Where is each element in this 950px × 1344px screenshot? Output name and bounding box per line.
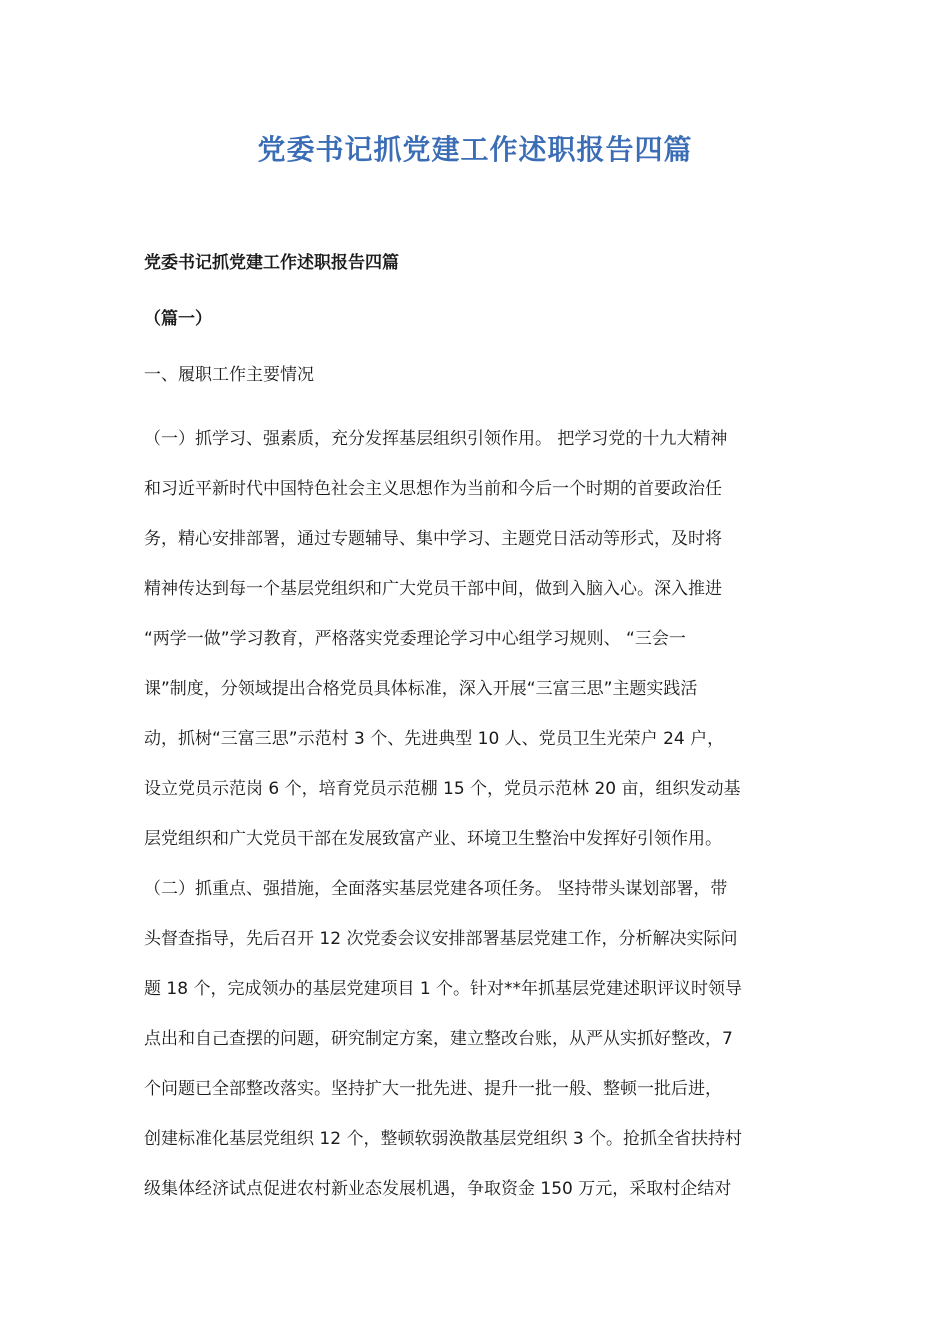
- paragraph-line: 创建标准化基层党组织 12 个，整顿软弱涣散基层党组织 3 个。抢抓全省扶持村: [144, 1129, 743, 1149]
- paragraph-line: 题 18 个，完成领办的基层党建项目 1 个。针对**年抓基层党建述职评议时领导: [144, 979, 743, 999]
- paragraph-line: 设立党员示范岗 6 个，培育党员示范棚 15 个，党员示范林 20 亩，组织发动基: [144, 779, 741, 799]
- document-body: [144, 246, 810, 1214]
- paragraph-line: 务，精心安排部署，通过专题辅导、集中学习、主题党日活动等形式，及时将: [144, 529, 722, 549]
- paragraph-line: （二）抓重点、强措施，全面落实基层党建各项任务。 坚持带头谋划部署，带: [144, 879, 728, 899]
- part-label: （篇一）: [144, 309, 212, 329]
- paragraph-2: [144, 864, 810, 1214]
- paragraph-line: 级集体经济试点促进农村新业态发展机遇，争取资金 150 万元，采取村企结对: [144, 1179, 732, 1199]
- paragraph-line: 动，抓树“三富三思”示范村 3 个、先进典型 10 人、党员卫生光荣户 24 户，: [144, 729, 725, 749]
- paragraph-line: 层党组织和广大党员干部在发展致富产业、环境卫生整治中发挥好引领作用。: [144, 829, 722, 849]
- paragraph-line: “两学一做”学习教育，严格落实党委理论学习中心组学习规则、 “三会一: [144, 629, 686, 649]
- paragraph-line: 头督查指导，先后召开 12 次党委会议安排部署基层党建工作，分析解决实际问: [144, 929, 738, 949]
- section-heading: 一、履职工作主要情况: [144, 365, 314, 385]
- document-title: 党委书记抓党建工作述职报告四篇: [257, 133, 693, 166]
- document-subtitle: 党委书记抓党建工作述职报告四篇: [144, 253, 399, 273]
- paragraph-line: 点出和自己查摆的问题，研究制定方案，建立整改台账，从严从实抓好整改，7: [144, 1029, 733, 1049]
- paragraph-line: 个问题已全部整改落实。坚持扩大一批先进、提升一批一般、整顿一批后进，: [144, 1079, 722, 1099]
- paragraph-line: 精神传达到每一个基层党组织和广大党员干部中间，做到入脑入心。深入推进: [144, 579, 722, 599]
- paragraph-1: [144, 414, 810, 864]
- paragraph-line: 课”制度，分领域提出合格党员具体标准，深入开展“三富三思”主题实践活: [144, 679, 698, 699]
- paragraph-line: （一）抓学习、强素质，充分发挥基层组织引领作用。 把学习党的十九大精神: [144, 429, 728, 449]
- paragraph-line: 和习近平新时代中国特色社会主义思想作为当前和今后一个时期的首要政治任: [144, 479, 722, 499]
